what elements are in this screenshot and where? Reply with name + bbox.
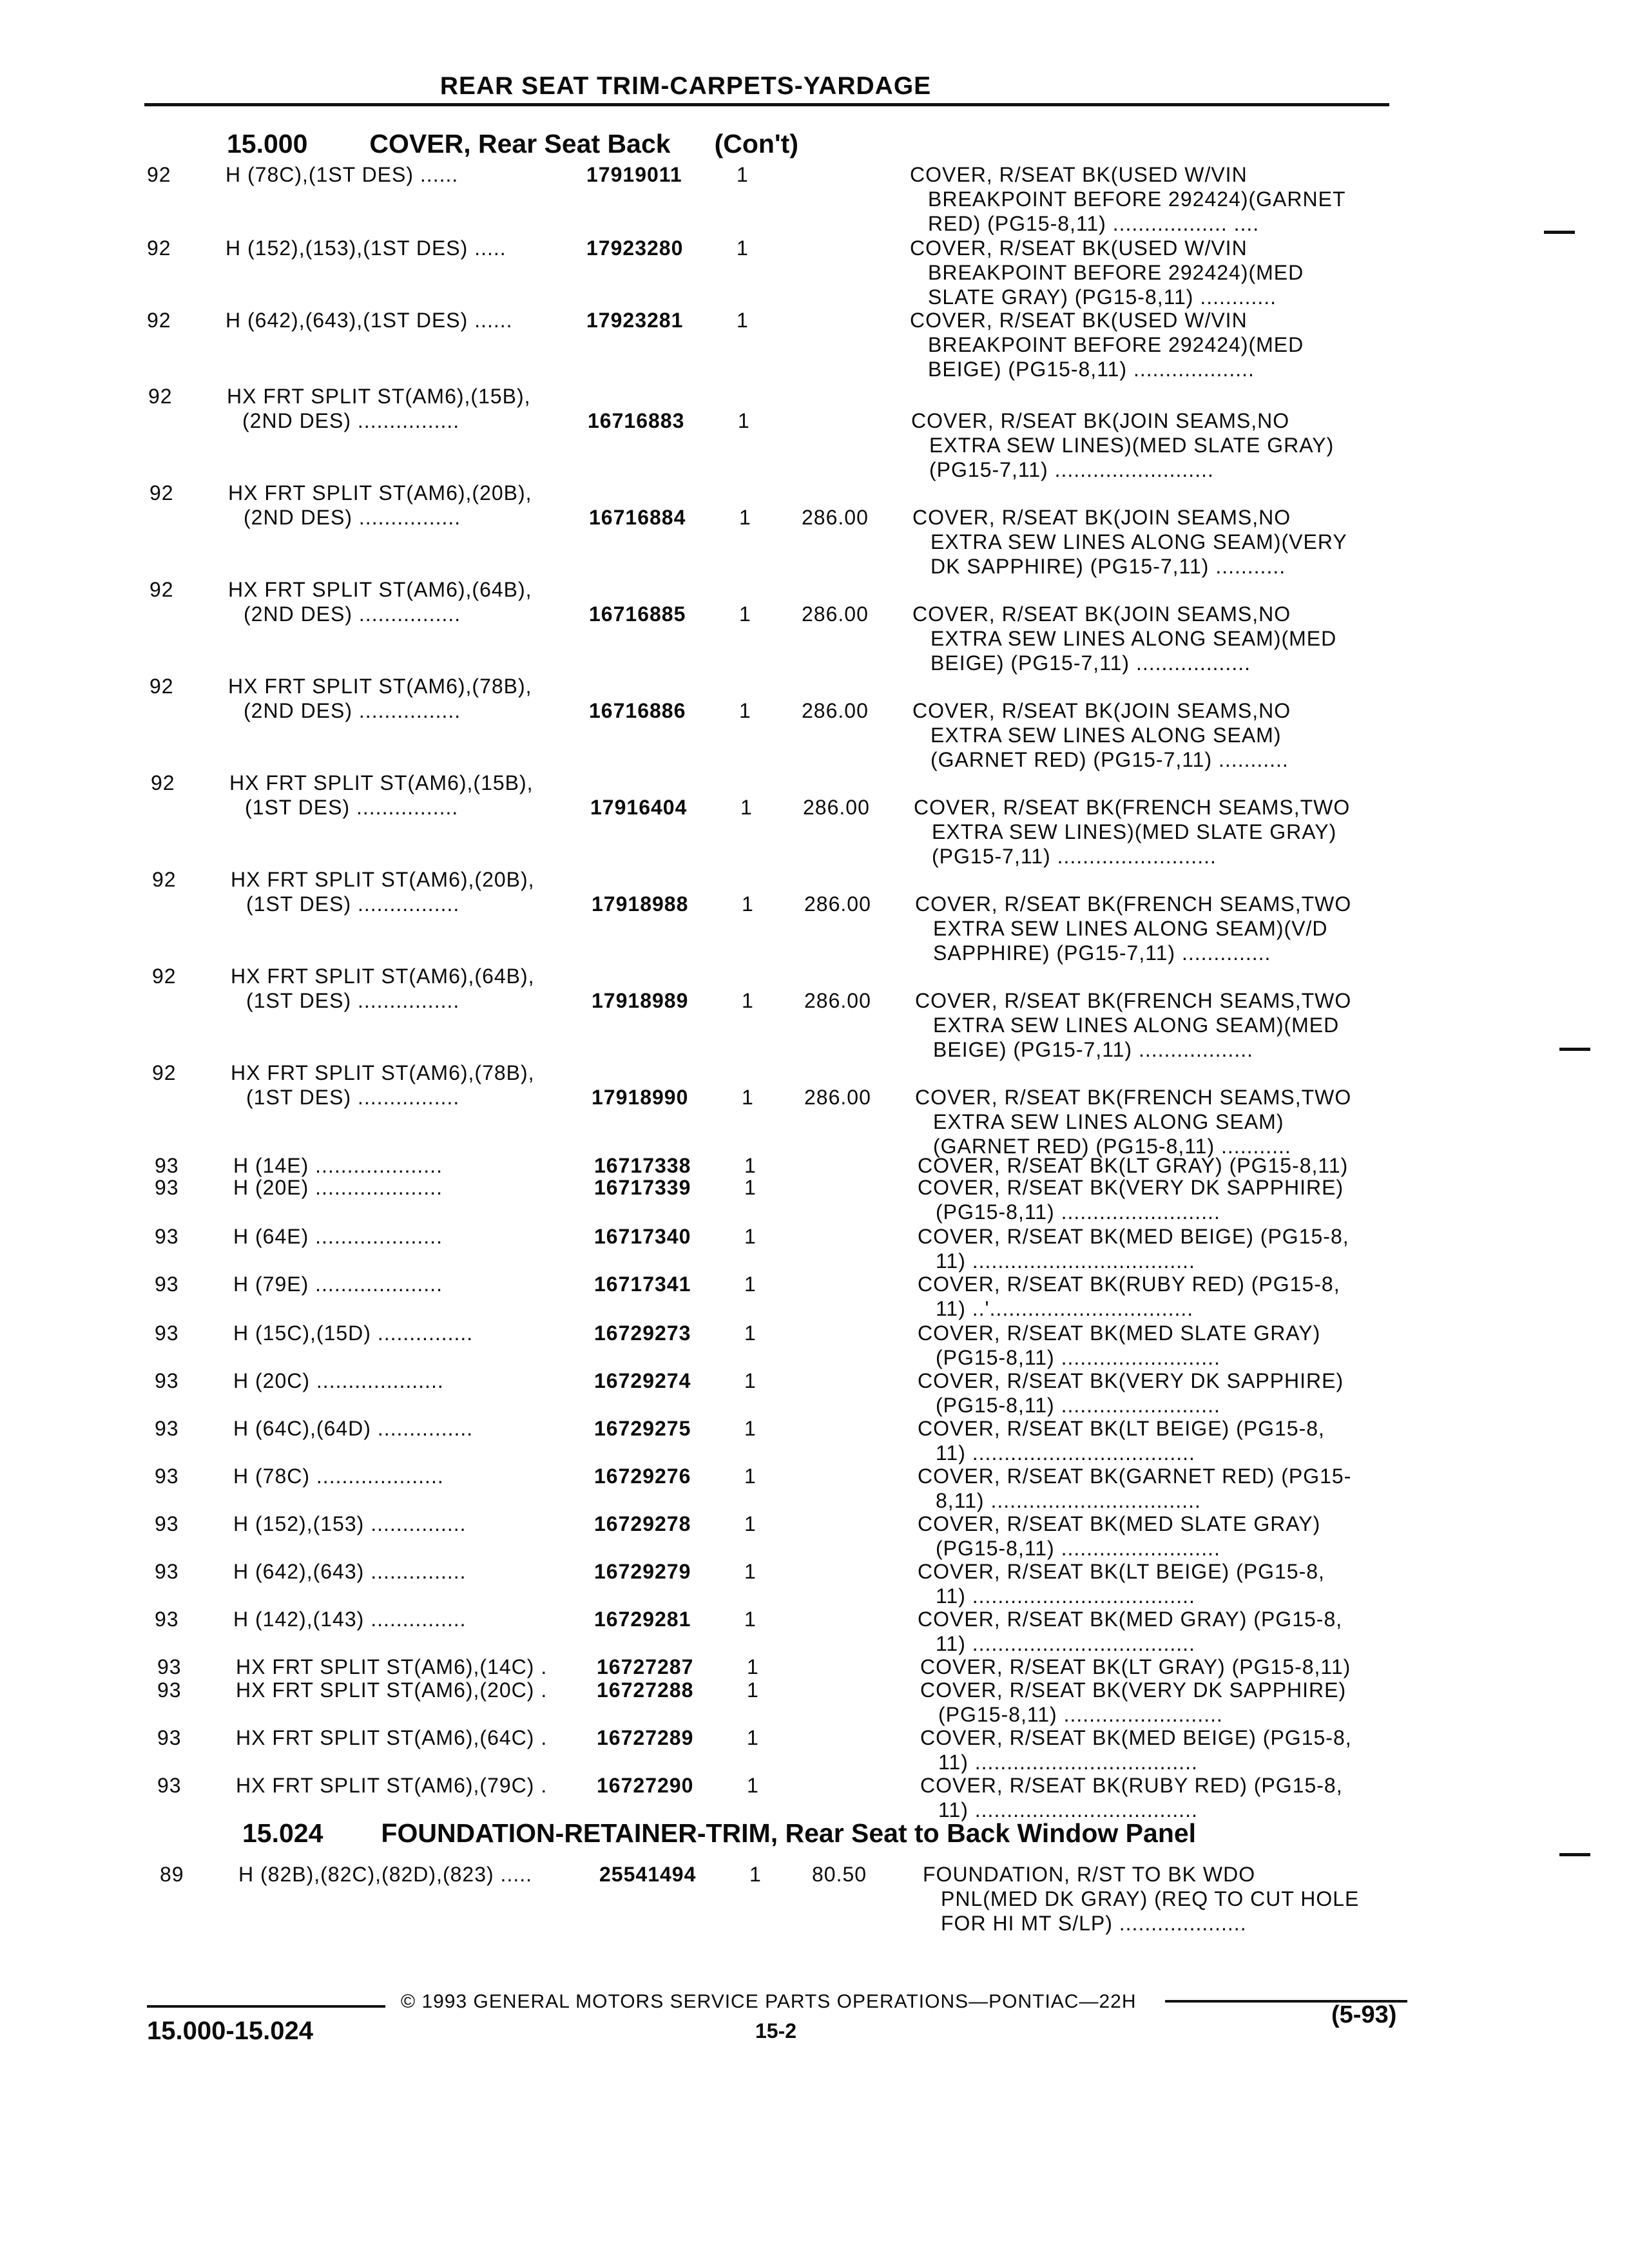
part-number: 17918988 — [592, 892, 689, 916]
margin-mark — [1559, 1048, 1590, 1051]
quantity: 1 — [744, 1560, 757, 1583]
description — [915, 1085, 1351, 1158]
part-number: 16729273 — [594, 1321, 691, 1345]
section-title: COVER, Rear Seat Back — [369, 129, 671, 159]
description — [918, 1464, 1351, 1513]
description — [914, 795, 1350, 869]
part-number: 16717338 — [594, 1154, 691, 1177]
application-line: (1ST DES) ................ — [246, 892, 460, 916]
quantity: 1 — [744, 1369, 757, 1392]
figure-number: 93 — [155, 1321, 179, 1345]
part-number: 16727287 — [597, 1655, 694, 1678]
application — [231, 1061, 535, 1110]
application-line: H (20C) .................... — [233, 1369, 444, 1392]
copyright-line: © 1993 GENERAL MOTORS SERVICE PARTS OPERATIONS—PONTIAC—22H — [401, 1991, 1137, 2012]
table-row — [3, 481, 1629, 578]
table-row — [0, 308, 1629, 381]
application — [236, 1773, 547, 1798]
figure-number: 92 — [152, 965, 177, 988]
description-line: EXTRA SEW LINES ALONG SEAM)(VERY — [930, 530, 1347, 553]
part-number: 16716886 — [589, 699, 686, 722]
application-line: HX FRT SPLIT ST(AM6),(64B), — [231, 965, 535, 988]
figure-number: 92 — [151, 771, 175, 794]
quantity: 1 — [740, 796, 753, 819]
description — [920, 1678, 1346, 1727]
section-heading — [242, 1818, 1196, 1849]
quantity: 1 — [744, 1273, 757, 1296]
part-number: 16716883 — [588, 409, 685, 432]
description — [918, 1224, 1349, 1273]
application-line: H (642),(643),(1ST DES) ...... — [226, 309, 513, 332]
quantity: 1 — [744, 1608, 757, 1631]
description-line: BREAKPOINT BEFORE 292424)(MED — [928, 333, 1304, 356]
application — [236, 1678, 547, 1702]
application-line: H (152),(153) ............... — [233, 1512, 467, 1535]
margin-mark — [1559, 1853, 1590, 1856]
description-line: SAPPHIRE) (PG15-7,11) .............. — [933, 941, 1271, 965]
table-row — [0, 236, 1629, 309]
figure-number: 93 — [155, 1465, 179, 1488]
description-line: COVER, R/SEAT BK(MED SLATE GRAY) — [918, 1321, 1321, 1345]
table-row — [1, 384, 1629, 481]
figure-number: 92 — [147, 163, 171, 186]
description — [912, 698, 1291, 772]
description-line: COVER, R/SEAT BK(JOIN SEAMS,NO — [912, 506, 1291, 529]
section-number: 15.024 — [242, 1818, 323, 1848]
description-line: 11) ................................... — [936, 1249, 1195, 1273]
description — [918, 1416, 1325, 1465]
description — [918, 1369, 1344, 1418]
quantity: 1 — [747, 1678, 759, 1702]
description-line: 11) ................................... — [936, 1441, 1195, 1465]
description-line: PNL(MED DK GRAY) (REQ TO CUT HOLE — [941, 1887, 1360, 1910]
figure-number: 93 — [155, 1417, 179, 1440]
part-number: 16727290 — [597, 1774, 694, 1797]
quantity: 1 — [747, 1655, 759, 1678]
continued-label: (Con't) — [714, 129, 798, 159]
page-title: REAR SEAT TRIM-CARPETS-YARDAGE — [439, 72, 932, 100]
figure-number: 93 — [157, 1726, 182, 1749]
figure-number: 93 — [157, 1774, 182, 1797]
table-row — [5, 1061, 1629, 1158]
description-line: 11) ................................... — [938, 1751, 1198, 1774]
quantity: 1 — [737, 309, 749, 332]
description-line: BEIGE) (PG15-8,11) ................... — [928, 358, 1255, 381]
part-number: 16729274 — [594, 1369, 691, 1392]
description-line: COVER, R/SEAT BK(USED W/VIN — [910, 309, 1248, 332]
description-line: EXTRA SEW LINES ALONG SEAM)(MED — [933, 1014, 1340, 1037]
part-number: 17919011 — [586, 163, 682, 186]
price: 286.00 — [802, 602, 869, 626]
application — [228, 577, 532, 626]
description-line: RED) (PG15-8,11) .................. .... — [928, 212, 1260, 235]
description — [915, 988, 1351, 1062]
description-line: (PG15-8,11) ......................... — [936, 1537, 1220, 1560]
application-line: (1ST DES) ................ — [245, 796, 459, 819]
price: 80.50 — [812, 1863, 867, 1886]
description-line: COVER, R/SEAT BK(FRENCH SEAMS,TWO — [915, 892, 1352, 916]
figure-number: 92 — [148, 385, 173, 408]
application — [227, 384, 531, 433]
description-line: 11) ................................... — [936, 1584, 1195, 1608]
application — [231, 964, 535, 1013]
quantity: 1 — [742, 1086, 754, 1109]
figure-number: 92 — [152, 868, 177, 891]
application-line: HX FRT SPLIT ST(AM6),(20C) . — [236, 1678, 548, 1702]
application-line: HX FRT SPLIT ST(AM6),(79C) . — [236, 1774, 548, 1797]
description-line: COVER, R/SEAT BK(FRENCH SEAMS,TWO — [915, 1086, 1352, 1109]
application — [228, 674, 532, 723]
part-number: 16727288 — [597, 1678, 694, 1702]
application — [233, 1464, 444, 1488]
application-line: (2ND DES) ................ — [244, 602, 461, 626]
application-line: H (78C),(1ST DES) ...... — [226, 163, 459, 186]
description — [910, 236, 1304, 309]
description-line: (PG15-8,11) ......................... — [936, 1346, 1220, 1369]
quantity: 1 — [739, 602, 751, 626]
quantity: 1 — [744, 1417, 757, 1440]
application — [226, 162, 458, 187]
figure-number: 92 — [149, 675, 174, 698]
application — [226, 308, 513, 332]
figure-number: 92 — [149, 578, 174, 601]
figure-number: 92 — [147, 236, 171, 260]
part-number: 16729281 — [594, 1608, 691, 1631]
description-line: BEIGE) (PG15-7,11) .................. — [933, 1038, 1253, 1061]
description-line: (PG15-7,11) ......................... — [929, 458, 1214, 481]
figure-number: 93 — [157, 1678, 182, 1702]
description — [918, 1512, 1320, 1561]
description-line: 11) ................................... — [938, 1798, 1198, 1821]
table-row — [4, 771, 1629, 868]
figure-number: 93 — [155, 1154, 179, 1177]
description-line: (PG15-7,11) ......................... — [932, 845, 1217, 868]
quantity: 1 — [744, 1512, 757, 1535]
figure-number: 93 — [155, 1273, 179, 1296]
application-line: H (20E) .................... — [233, 1176, 443, 1199]
description — [911, 408, 1334, 482]
description — [912, 505, 1347, 579]
part-number: 16729276 — [594, 1465, 691, 1488]
quantity: 1 — [738, 409, 750, 432]
application-line: (2ND DES) ................ — [244, 506, 461, 529]
section-number: 15.000 — [227, 129, 308, 159]
part-number: 16729278 — [594, 1512, 691, 1535]
description-line: COVER, R/SEAT BK(USED W/VIN — [910, 163, 1248, 186]
quantity: 1 — [744, 1154, 757, 1177]
application-line: H (79E) .................... — [233, 1273, 443, 1296]
quantity: 1 — [742, 989, 754, 1012]
part-number: 25541494 — [599, 1863, 697, 1886]
application — [236, 1655, 547, 1679]
part-number: 16729275 — [594, 1417, 691, 1440]
application — [236, 1725, 547, 1750]
description-line: (PG15-8,11) ......................... — [938, 1703, 1223, 1726]
quantity: 1 — [749, 1863, 762, 1886]
application-line: H (64C),(64D) ............... — [233, 1417, 474, 1440]
margin-mark — [1544, 231, 1575, 234]
description-line: SLATE GRAY) (PG15-8,11) ............ — [928, 285, 1277, 309]
quantity: 1 — [747, 1726, 759, 1749]
application — [229, 771, 534, 820]
description — [923, 1862, 1359, 1936]
application-line: H (82B),(82C),(82D),(823) ..... — [238, 1863, 532, 1886]
application-line: H (14E) .................... — [233, 1154, 443, 1177]
application-line: HX FRT SPLIT ST(AM6),(14C) . — [236, 1655, 548, 1678]
application — [228, 481, 532, 530]
application-line: HX FRT SPLIT ST(AM6),(15B), — [229, 771, 534, 794]
description — [920, 1773, 1343, 1822]
application-line: (1ST DES) ................ — [246, 1086, 460, 1109]
figure-number: 93 — [157, 1655, 182, 1678]
description-line: FOR HI MT S/LP) .................... — [941, 1912, 1247, 1935]
table-row — [5, 964, 1629, 1061]
description — [910, 308, 1304, 381]
description-line: COVER, R/SEAT BK(JOIN SEAMS,NO — [911, 409, 1290, 432]
application-line: HX FRT SPLIT ST(AM6),(64C) . — [236, 1726, 548, 1749]
description-line: COVER, R/SEAT BK(RUBY RED) (PG15-8, — [918, 1273, 1340, 1296]
description-line: FOUNDATION, R/ST TO BK WDO — [923, 1863, 1256, 1886]
description-line: COVER, R/SEAT BK(VERY DK SAPPHIRE) — [918, 1176, 1344, 1199]
description — [918, 1175, 1344, 1224]
quantity: 1 — [739, 699, 751, 722]
table-row — [5, 867, 1629, 965]
application-line: (2ND DES) ................ — [244, 699, 461, 722]
description — [920, 1725, 1352, 1774]
part-number: 16717339 — [594, 1176, 691, 1199]
date-code: (5-93) — [1331, 2001, 1397, 2028]
application-line: H (142),(143) ............... — [233, 1608, 467, 1631]
description-line: 8,11) ................................. — [936, 1489, 1201, 1512]
application — [233, 1369, 444, 1393]
application — [233, 1321, 473, 1345]
description — [915, 892, 1351, 965]
description-line: COVER, R/SEAT BK(JOIN SEAMS,NO — [912, 602, 1291, 626]
figure-number: 93 — [155, 1176, 179, 1199]
description — [918, 1607, 1342, 1656]
description-line: COVER, R/SEAT BK(JOIN SEAMS,NO — [912, 699, 1291, 722]
application-line: HX FRT SPLIT ST(AM6),(20B), — [231, 868, 535, 891]
description-line: COVER, R/SEAT BK(LT GRAY) (PG15-8,11) — [920, 1655, 1351, 1678]
figure-number: 93 — [155, 1512, 179, 1535]
description — [912, 602, 1336, 675]
description-line: COVER, R/SEAT BK(MED SLATE GRAY) — [918, 1512, 1321, 1535]
application — [231, 867, 535, 916]
application-line: H (78C) .................... — [233, 1465, 444, 1488]
application — [226, 236, 506, 260]
description-line: COVER, R/SEAT BK(RUBY RED) (PG15-8, — [920, 1774, 1343, 1797]
description-line: BREAKPOINT BEFORE 292424)(GARNET — [928, 187, 1346, 211]
application-line: H (642),(643) ............... — [233, 1560, 467, 1583]
part-number: 17923281 — [586, 309, 684, 332]
part-number: 16727289 — [597, 1726, 694, 1749]
table-row — [0, 162, 1629, 235]
figure-number: 93 — [155, 1560, 179, 1583]
quantity: 1 — [744, 1321, 757, 1345]
application-line: HX FRT SPLIT ST(AM6),(78B), — [231, 1061, 535, 1084]
header-rule — [144, 103, 1389, 106]
application-line: HX FRT SPLIT ST(AM6),(78B), — [228, 675, 532, 698]
quantity: 1 — [747, 1774, 759, 1797]
description-line: (PG15-8,11) ......................... — [936, 1394, 1220, 1417]
quantity: 1 — [744, 1225, 757, 1248]
description-line: EXTRA SEW LINES ALONG SEAM)(V/D — [933, 917, 1328, 940]
description-line: COVER, R/SEAT BK(LT BEIGE) (PG15-8, — [918, 1417, 1325, 1440]
section-title: FOUNDATION-RETAINER-TRIM, Rear Seat to Back Window Panel — [381, 1818, 1197, 1848]
part-number: 16717341 — [594, 1273, 691, 1296]
part-number: 17918990 — [592, 1086, 689, 1109]
description-line: COVER, R/SEAT BK(MED BEIGE) (PG15-8, — [918, 1225, 1349, 1248]
description — [920, 1655, 1351, 1679]
application-line: (2ND DES) ................ — [242, 409, 460, 432]
description-line: (GARNET RED) (PG15-8,11) ........... — [933, 1135, 1291, 1158]
application — [233, 1272, 443, 1296]
quantity: 1 — [737, 236, 749, 260]
description-line: COVER, R/SEAT BK(FRENCH SEAMS,TWO — [914, 796, 1351, 819]
table-row — [3, 577, 1629, 675]
page-number: 15-2 — [755, 2019, 797, 2042]
description-line: 11) ................................... — [936, 1632, 1195, 1655]
description-line: (PG15-8,11) ......................... — [936, 1200, 1220, 1224]
figure-number: 89 — [160, 1863, 184, 1886]
part-number: 17916404 — [590, 796, 688, 819]
description-line: COVER, R/SEAT BK(VERY DK SAPPHIRE) — [918, 1369, 1344, 1392]
price: 286.00 — [804, 1086, 871, 1109]
description-line: COVER, R/SEAT BK(MED BEIGE) (PG15-8, — [920, 1726, 1352, 1749]
figure-number: 93 — [155, 1608, 179, 1631]
description-line: COVER, R/SEAT BK(GARNET RED) (PG15- — [918, 1465, 1352, 1488]
application — [233, 1607, 467, 1631]
figure-number: 93 — [155, 1225, 179, 1248]
description-line: DK SAPPHIRE) (PG15-7,11) ........... — [930, 555, 1286, 578]
application — [233, 1416, 473, 1441]
description-line: BREAKPOINT BEFORE 292424)(MED — [928, 261, 1304, 284]
price: 286.00 — [804, 892, 871, 916]
application — [233, 1153, 443, 1178]
description-line: BEIGE) (PG15-7,11) .................. — [930, 651, 1251, 675]
description-line: COVER, R/SEAT BK(MED GRAY) (PG15-8, — [918, 1608, 1343, 1631]
part-number: 17923280 — [586, 236, 684, 260]
description-line: COVER, R/SEAT BK(VERY DK SAPPHIRE) — [920, 1678, 1347, 1702]
price: 286.00 — [804, 989, 871, 1012]
application-line: (1ST DES) ................ — [246, 989, 460, 1012]
description-line: EXTRA SEW LINES)(MED SLATE GRAY) — [932, 820, 1337, 843]
description — [918, 1153, 1348, 1178]
description — [910, 162, 1345, 236]
section-heading — [227, 129, 798, 159]
application — [238, 1862, 532, 1887]
table-row — [13, 1862, 1629, 1935]
part-number: 16716885 — [589, 602, 686, 626]
part-number: 16716884 — [589, 506, 686, 529]
application-line: HX FRT SPLIT ST(AM6),(64B), — [228, 578, 532, 601]
description-line: EXTRA SEW LINES)(MED SLATE GRAY) — [929, 434, 1335, 457]
application-line: HX FRT SPLIT ST(AM6),(15B), — [227, 385, 531, 408]
table-row — [3, 674, 1629, 771]
application-line: H (15C),(15D) ............... — [233, 1321, 474, 1345]
section-range: 15.000-15.024 — [147, 2017, 314, 2045]
application — [233, 1559, 467, 1584]
application — [233, 1512, 467, 1536]
quantity: 1 — [737, 163, 749, 186]
description-line: COVER, R/SEAT BK(LT GRAY) (PG15-8,11) — [918, 1154, 1349, 1177]
application-line: H (64E) .................... — [233, 1225, 443, 1248]
part-number: 16717340 — [594, 1225, 691, 1248]
part-number: 17918989 — [592, 989, 689, 1012]
description-line: COVER, R/SEAT BK(USED W/VIN — [910, 236, 1248, 260]
description-line: 11) ..'................................ — [936, 1297, 1194, 1320]
figure-number: 93 — [155, 1369, 179, 1392]
footer-rule-left — [147, 2005, 385, 2008]
quantity: 1 — [739, 506, 751, 529]
application — [233, 1224, 443, 1249]
description-line: EXTRA SEW LINES ALONG SEAM)(MED — [930, 627, 1337, 650]
part-number: 16729279 — [594, 1560, 691, 1583]
description-line: COVER, R/SEAT BK(FRENCH SEAMS,TWO — [915, 989, 1352, 1012]
quantity: 1 — [744, 1176, 757, 1199]
application-line: HX FRT SPLIT ST(AM6),(20B), — [228, 481, 532, 505]
figure-number: 92 — [147, 309, 171, 332]
quantity: 1 — [742, 892, 754, 916]
price: 286.00 — [803, 796, 870, 819]
application — [233, 1175, 443, 1200]
figure-number: 92 — [149, 481, 174, 505]
description-line: (GARNET RED) (PG15-7,11) ........... — [930, 748, 1289, 771]
description — [918, 1559, 1325, 1608]
description — [918, 1272, 1340, 1321]
description-line: EXTRA SEW LINES ALONG SEAM) — [930, 724, 1282, 747]
price: 286.00 — [802, 699, 869, 722]
price: 286.00 — [802, 506, 869, 529]
description-line: EXTRA SEW LINES ALONG SEAM) — [933, 1110, 1284, 1133]
application-line: H (152),(153),(1ST DES) ..... — [226, 236, 506, 260]
quantity: 1 — [744, 1465, 757, 1488]
figure-number: 92 — [152, 1061, 177, 1084]
description-line: COVER, R/SEAT BK(LT BEIGE) (PG15-8, — [918, 1560, 1325, 1583]
description — [918, 1321, 1320, 1370]
